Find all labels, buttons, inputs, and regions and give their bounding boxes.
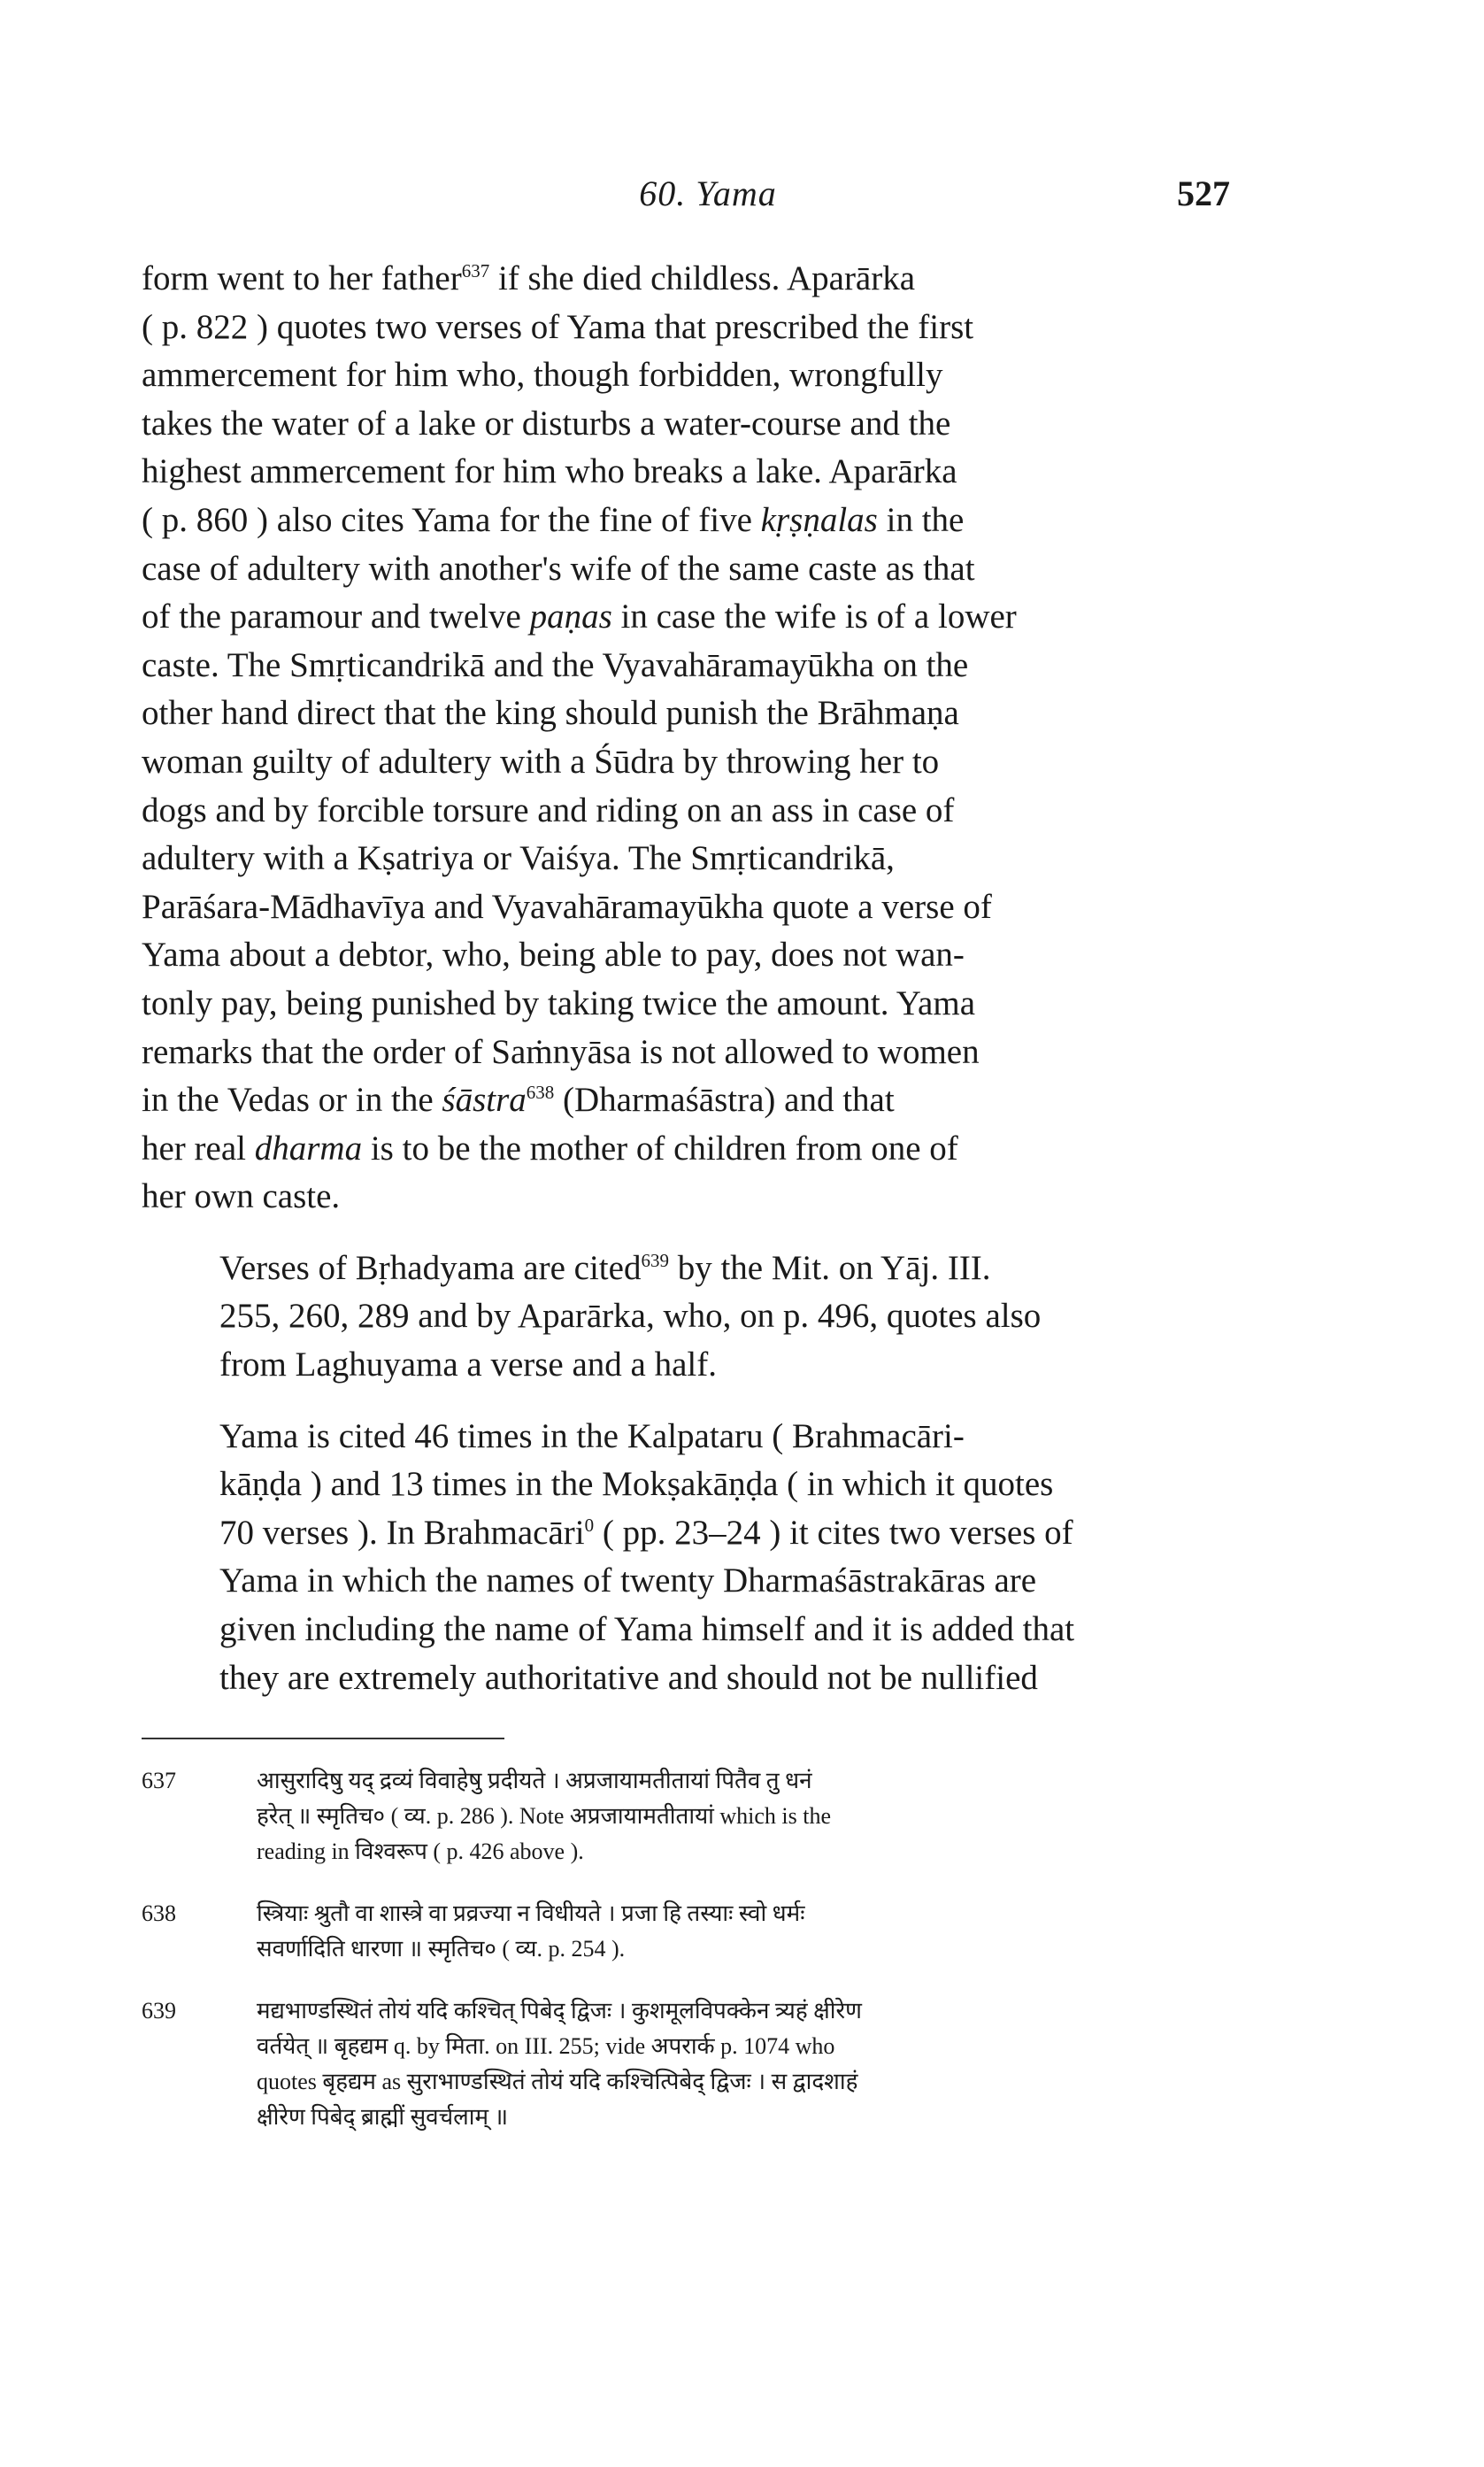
footnotes xyxy=(142,1763,1208,2162)
footnote-number: 638 xyxy=(142,1900,176,1926)
body-text xyxy=(142,255,1208,1725)
text-line: adultery with a Kṣatriya or Vaiśya. The Smṛticandrikā, xyxy=(142,839,895,878)
text-line: given including the name of Yama himself and it is added that xyxy=(219,1610,1075,1649)
footnote-ref: 638 xyxy=(526,1082,555,1104)
footnote-line: स्त्रियाः श्रुतौ वा शास्त्रे वा प्रव्रज्या न विधीयते । प्रजा हि तस्याः स्वो धर्मः xyxy=(257,1900,805,1926)
text-line: 255, 260, 289 and by Aparārka, who, on p. 496, quotes also xyxy=(219,1297,1042,1336)
footnote-line: वर्तयेत् ॥ बृहद्यम q. by मिता. on III. 255; vide अपरार्क p. 1074 who xyxy=(257,2033,835,2059)
footnote-ref: 639 xyxy=(641,1249,669,1271)
footnote xyxy=(142,1763,1208,1870)
text-line: caste. The Smṛticandrikā and the Vyavahāramayūkha on the xyxy=(142,645,969,684)
footnote-number: 639 xyxy=(142,1998,176,2024)
text-line: takes the water of a lake or disturbs a water-course and the xyxy=(142,404,951,443)
footnote-line: quotes बृहद्यम as सुराभाण्डस्थितं तोयं यदि कश्चित्पिबेद् द्विजः । स द्वादशाहं xyxy=(257,2069,858,2094)
running-head: 60. Yama xyxy=(639,173,777,213)
paragraph xyxy=(142,1413,1208,1703)
footnote-line: मद्यभाण्डस्थितं तोयं यदि कश्चित् पिबेद् द्विजः । कुशमूलविपक्केन त्र्यहं क्षीरेण xyxy=(257,1998,862,2024)
superscript-mark: 0 xyxy=(584,1514,595,1536)
text-line: 70 verses ). In Brahmacāri$^0$ ( pp. 23–24 ) it cites two verses of xyxy=(219,1513,1073,1552)
paragraph xyxy=(142,1245,1208,1390)
footnote-line: क्षीरेण पिबेद् ब्राह्मीं सुवर्चलाम् ॥ xyxy=(257,2104,509,2130)
text-line: Yama in which the names of twenty Dharmaśāstrakāras are xyxy=(219,1561,1037,1600)
text-line: other hand direct that the king should punish the Brāhmaṇa xyxy=(142,694,959,733)
italic-term: paṇas xyxy=(529,597,612,636)
page-header xyxy=(0,173,1484,226)
text-line: Verses of Bṛhadyama are cited$^{639}$ by the Mit. on Yāj. III. xyxy=(219,1248,991,1287)
text-line: her own caste. xyxy=(142,1177,341,1216)
text-line: dogs and by forcible torsure and riding on an ass in case of xyxy=(142,790,955,829)
italic-term: kṛṣṇalas xyxy=(760,500,878,539)
paragraph xyxy=(142,255,1208,1222)
text-line: tonly pay, being punished by taking twice the amount. Yama xyxy=(142,983,975,1022)
page-number: 527 xyxy=(1177,173,1230,213)
footnote-line: सवर्णादिति धारणा ॥ स्मृतिच० ( व्य. p. 254 ). xyxy=(257,1936,626,1962)
text-line: case of adultery with another's wife of the same caste as that xyxy=(142,549,975,588)
italic-term: śāstra xyxy=(442,1081,527,1120)
text-line: Yama is cited 46 times in the Kalpataru ( Brahmacāri- xyxy=(219,1416,965,1455)
footnote xyxy=(142,1993,1208,2135)
text-line: remarks that the order of Saṁnyāsa is not allowed to women xyxy=(142,1032,980,1071)
text-line: ammercement for him who, though forbidden, wrongfully xyxy=(142,356,943,395)
text-line: ( p. 822 ) quotes two verses of Yama that prescribed the first xyxy=(142,307,974,346)
footnote-line: हरेत् ॥ स्मृतिच० ( व्य. p. 286 ). Note अप्रजायामतीतायां which is the xyxy=(257,1803,832,1829)
text-line: kāṇḍa ) and 13 times in the Mokṣakāṇḍa ( in which it quotes xyxy=(219,1465,1054,1504)
footnote-divider xyxy=(142,1738,504,1739)
italic-term: dharma xyxy=(254,1129,363,1168)
text-line: Parāśara-Mādhavīya and Vyavahāramayūkha quote a verse of xyxy=(142,887,992,926)
text-line: her real dharma is to be the mother of children from one of xyxy=(142,1129,958,1168)
text-line: form went to her father$^{637}$ if she died childless. Aparārka xyxy=(142,259,916,297)
footnote xyxy=(142,1896,1208,1967)
text-line: ( p. 860 ) also cites Yama for the fine of five kṛṣṇalas in the xyxy=(142,500,965,539)
footnote-line: reading in विश्वरूप ( p. 426 above ). xyxy=(257,1839,584,1864)
text-line: of the paramour and twelve paṇas in case the wife is of a lower xyxy=(142,597,1017,636)
text-line: in the Vedas or in the śāstra$^{638}$ (Dharmaśāstra) and that xyxy=(142,1081,895,1120)
text-line: highest ammercement for him who breaks a lake. Aparārka xyxy=(142,452,957,491)
text-line: they are extremely authoritative and should not be nullified xyxy=(219,1658,1038,1697)
text-line: woman guilty of adultery with a Śūdra by throwing her to xyxy=(142,742,940,781)
text-line: Yama about a debtor, who, being able to pay, does not wan- xyxy=(142,936,965,975)
footnote-line: आसुरादिषु यद् द्रव्यं विवाहेषु प्रदीयते । अप्रजायामतीतायां पितैव तु धनं xyxy=(257,1768,812,1793)
text-line: from Laghuyama a verse and a half. xyxy=(219,1345,717,1384)
footnote-ref: 637 xyxy=(461,260,490,281)
footnote-number: 637 xyxy=(142,1768,176,1793)
